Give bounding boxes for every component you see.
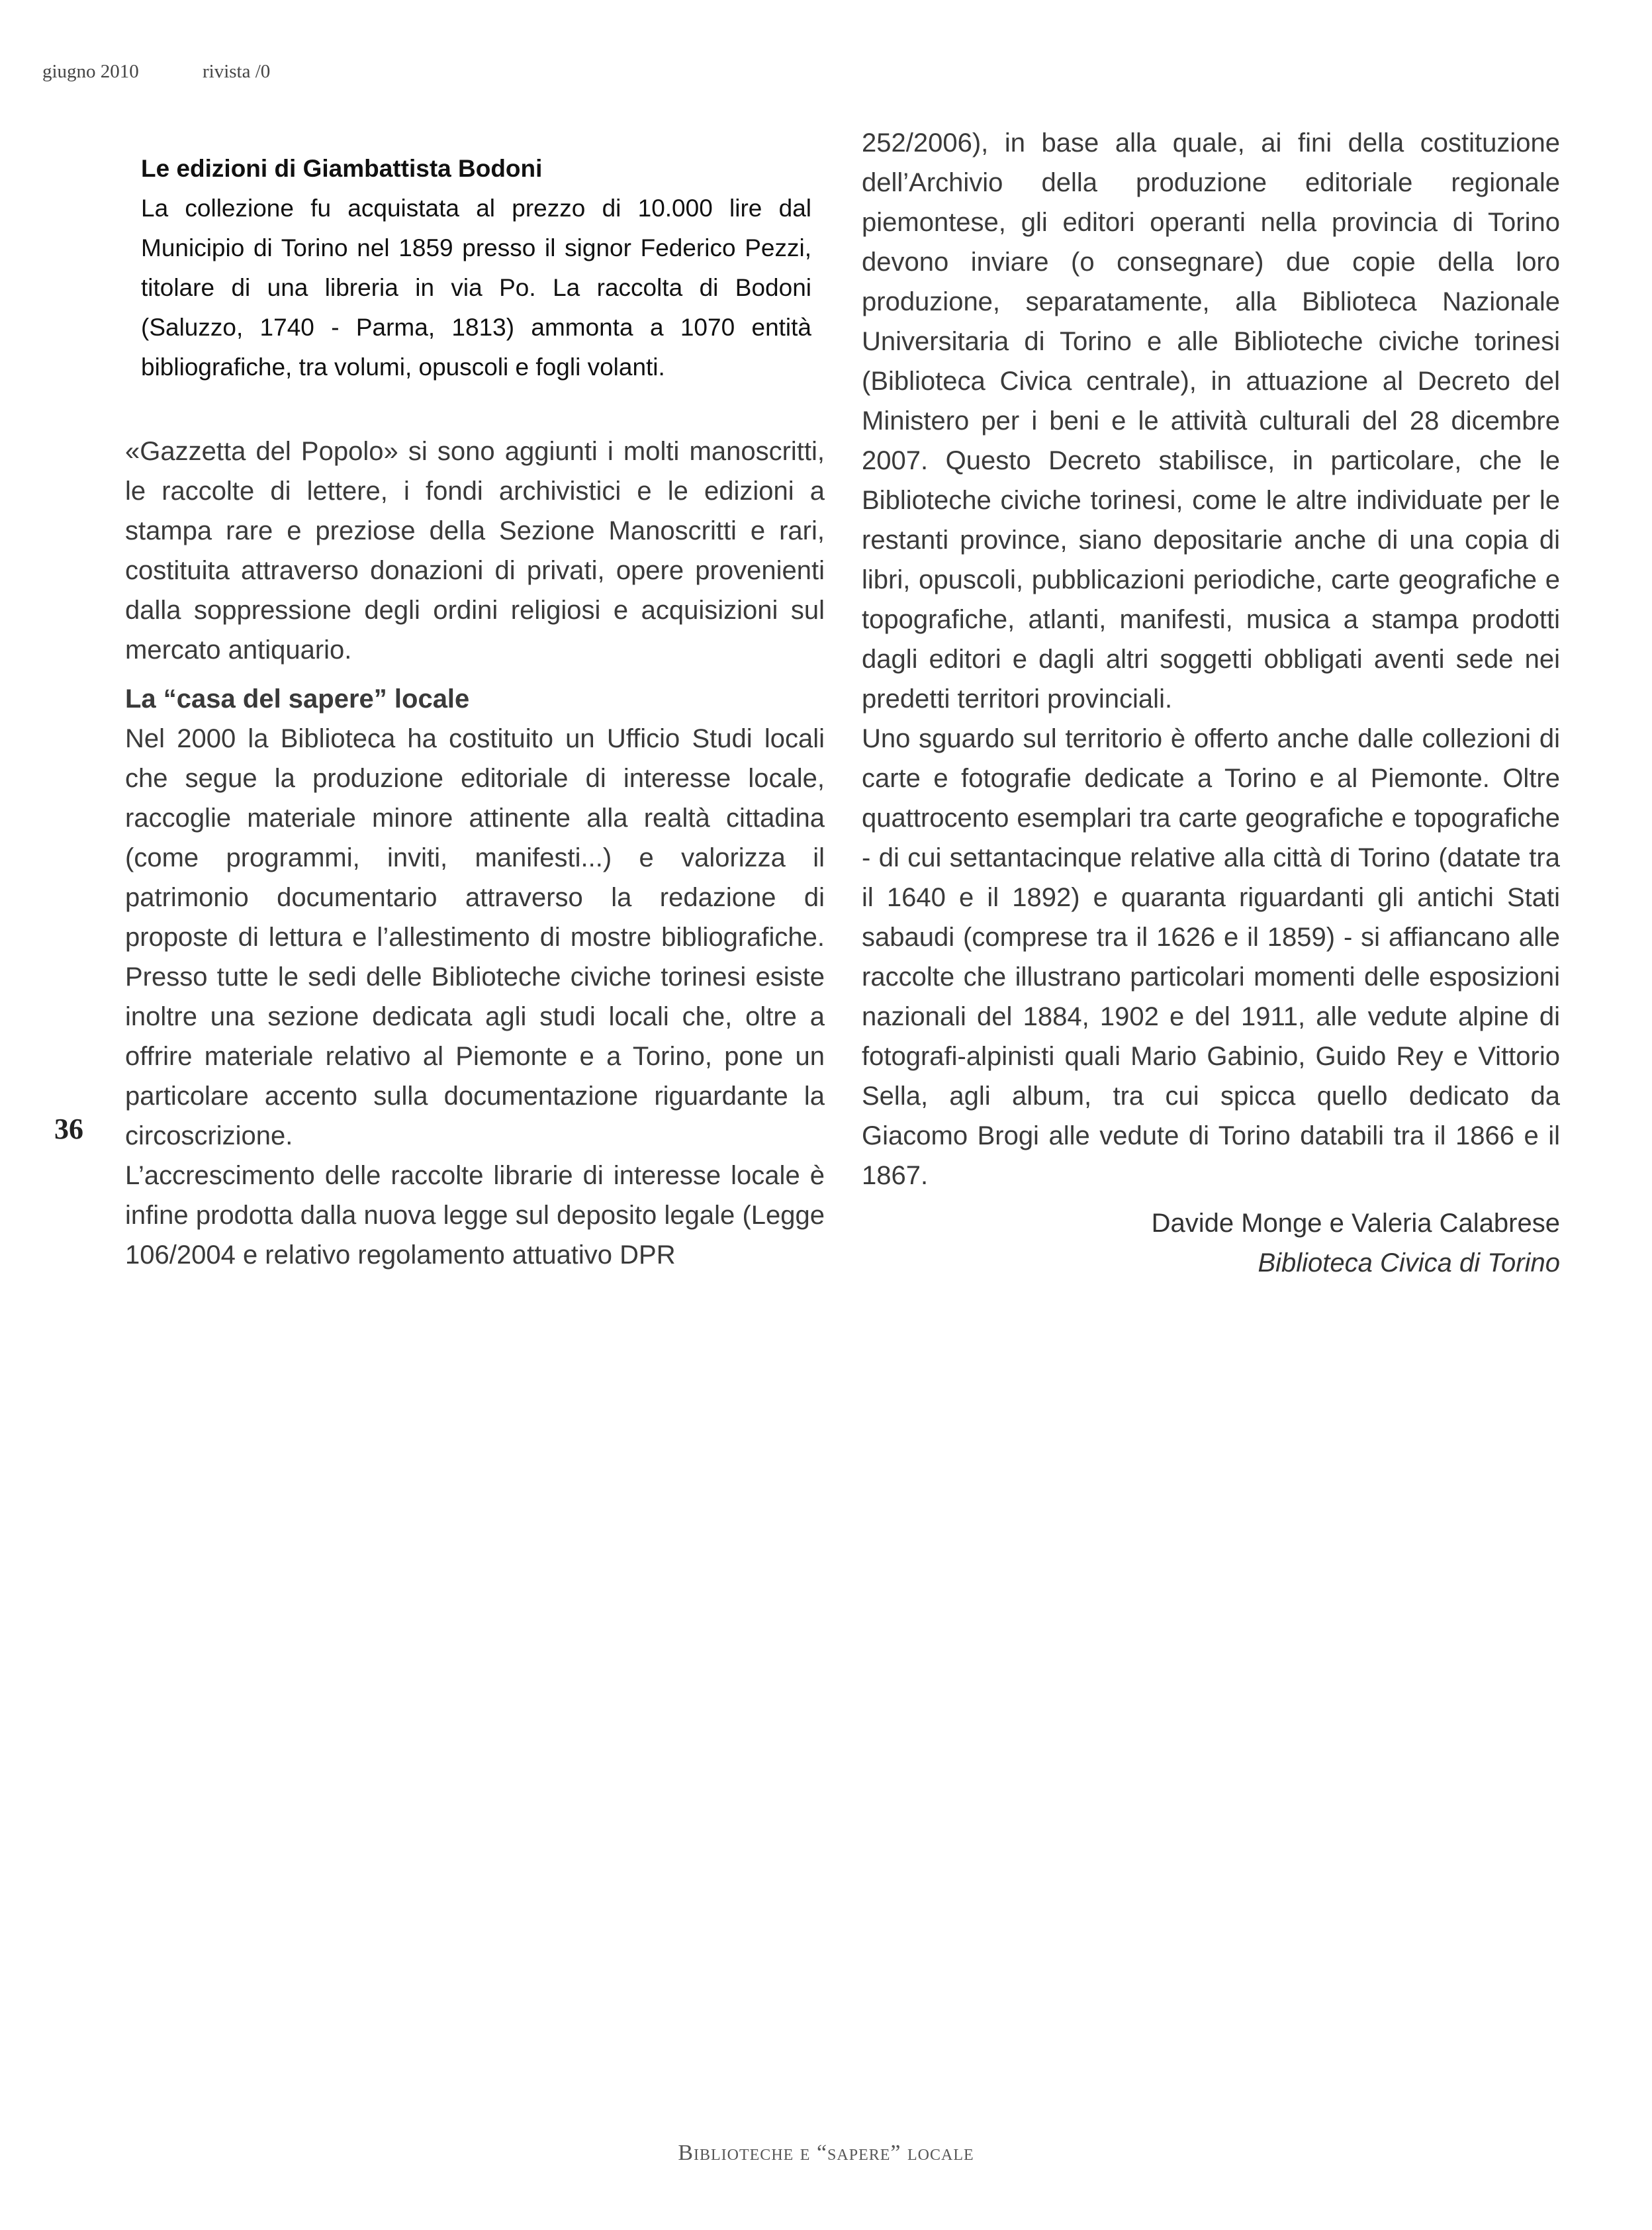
sidebar-box bbox=[141, 149, 811, 387]
section-heading: La “casa del sapere” locale bbox=[125, 684, 470, 714]
issue-date: giugno 2010 bbox=[42, 61, 139, 82]
affiliation: Biblioteca Civica di Torino bbox=[1258, 1248, 1560, 1278]
footer-title: Biblioteche e “sapere” locale bbox=[678, 2141, 974, 2165]
authors: Davide Monge e Valeria Calabrese bbox=[1151, 1209, 1560, 1238]
issue-number: rivista /0 bbox=[203, 61, 271, 82]
box-text: La collezione fu acquistata al prezzo di 10.000 lire dal Municipio di Torino nel 1859 presso il signor Federico Pezzi, titolare di una libreria in via Po. La raccolta di Bodoni (Saluzzo, 1740 - Parma, 1813) ammonta a 1070 entità bibliografiche, tra volumi, opuscoli e fogli volanti. bbox=[141, 195, 811, 381]
left-paragraph-1: «Gazzetta del Popolo» si sono aggiunti i molti manoscritti, le raccolte di lettere, i fondi archivistici e le edizioni a stampa rare e preziose della Sezione Manoscritti e rari, costituita attraverso donazioni di privati, opere provenienti dalla soppressione degli ordini religiosi e acquisizioni sul mercato antiquario. bbox=[125, 437, 825, 665]
box-title: Le edizioni di Giambattista Bodoni bbox=[141, 155, 543, 182]
left-column bbox=[125, 432, 825, 1275]
right-column bbox=[862, 123, 1560, 1283]
right-paragraph-2: Uno sguardo sul territorio è offerto anche dalle collezioni di carte e fotografie dedicate a Torino e al Piemonte. Oltre quattrocento esemplari tra carte geografiche e topografiche - di cui settantacinque relative alla città di Torino (datate tra il 1640 e il 1892) e quaranta riguardanti gli antichi Stati sabaudi (comprese tra il 1626 e il 1859) - si affiancano alle raccolte che illustrano particolari momenti delle esposizioni nazionali del 1884, 1902 e del 1911, alle vedute alpine di fotografi-alpinisti quali Mario Gabinio, Guido Rey e Vittorio Sella, agli album, tra cui spicca quello dedicato da Giacomo Brogi alle vedute di Torino databili tra il 1866 e il 1867. bbox=[862, 724, 1560, 1190]
left-paragraph-3: L’accrescimento delle raccolte librarie di interesse locale è infine prodotta dalla nuova legge sul deposito legale (Legge 106/2004 e relativo regolamento attuativo DPR bbox=[125, 1161, 825, 1270]
running-head bbox=[42, 61, 271, 83]
signature bbox=[862, 1203, 1560, 1283]
left-paragraph-2: Nel 2000 la Biblioteca ha costituito un Ufficio Studi locali che segue la produzione editoriale di interesse locale, raccoglie materiale minore attinente alla realtà cittadina (come programmi, inviti, manifesti...) e valorizza il patrimonio documentario attraverso la redazione di proposte di lettura e l’allestimento di mostre bibliografiche. Presso tutte le sedi delle Biblioteche civiche torinesi esiste inoltre una sezione dedicata agli studi locali che, oltre a offrire materiale relativo al Piemonte e a Torino, pone un particolare accento sulla documentazione riguardante la circoscrizione. bbox=[125, 724, 825, 1150]
page-number: 36 bbox=[54, 1113, 83, 1145]
right-paragraph-1: 252/2006), in base alla quale, ai fini della costituzione dell’Archivio della produzione editoriale regionale piemontese, gli editori operanti nella provincia di Torino devono inviare (o consegnare) due copie della loro produzione, separatamente, alla Biblioteca Nazionale Universitaria di Torino e alle Biblioteche civiche torinesi (Biblioteca Civica centrale), in attuazione al Decreto del Ministero per i beni e le attività culturali del 28 dicembre 2007. Questo Decreto stabilisce, in particolare, che le Biblioteche civiche torinesi, come le altre individuate per le restanti province, siano depositarie anche di una copia di libri, opuscoli, pubblicazioni periodiche, carte geografiche e topografiche, atlanti, manifesti, musica a stampa prodotti dagli editori e dagli altri soggetti obbligati aventi sede nei predetti territori provinciali. bbox=[862, 128, 1560, 714]
